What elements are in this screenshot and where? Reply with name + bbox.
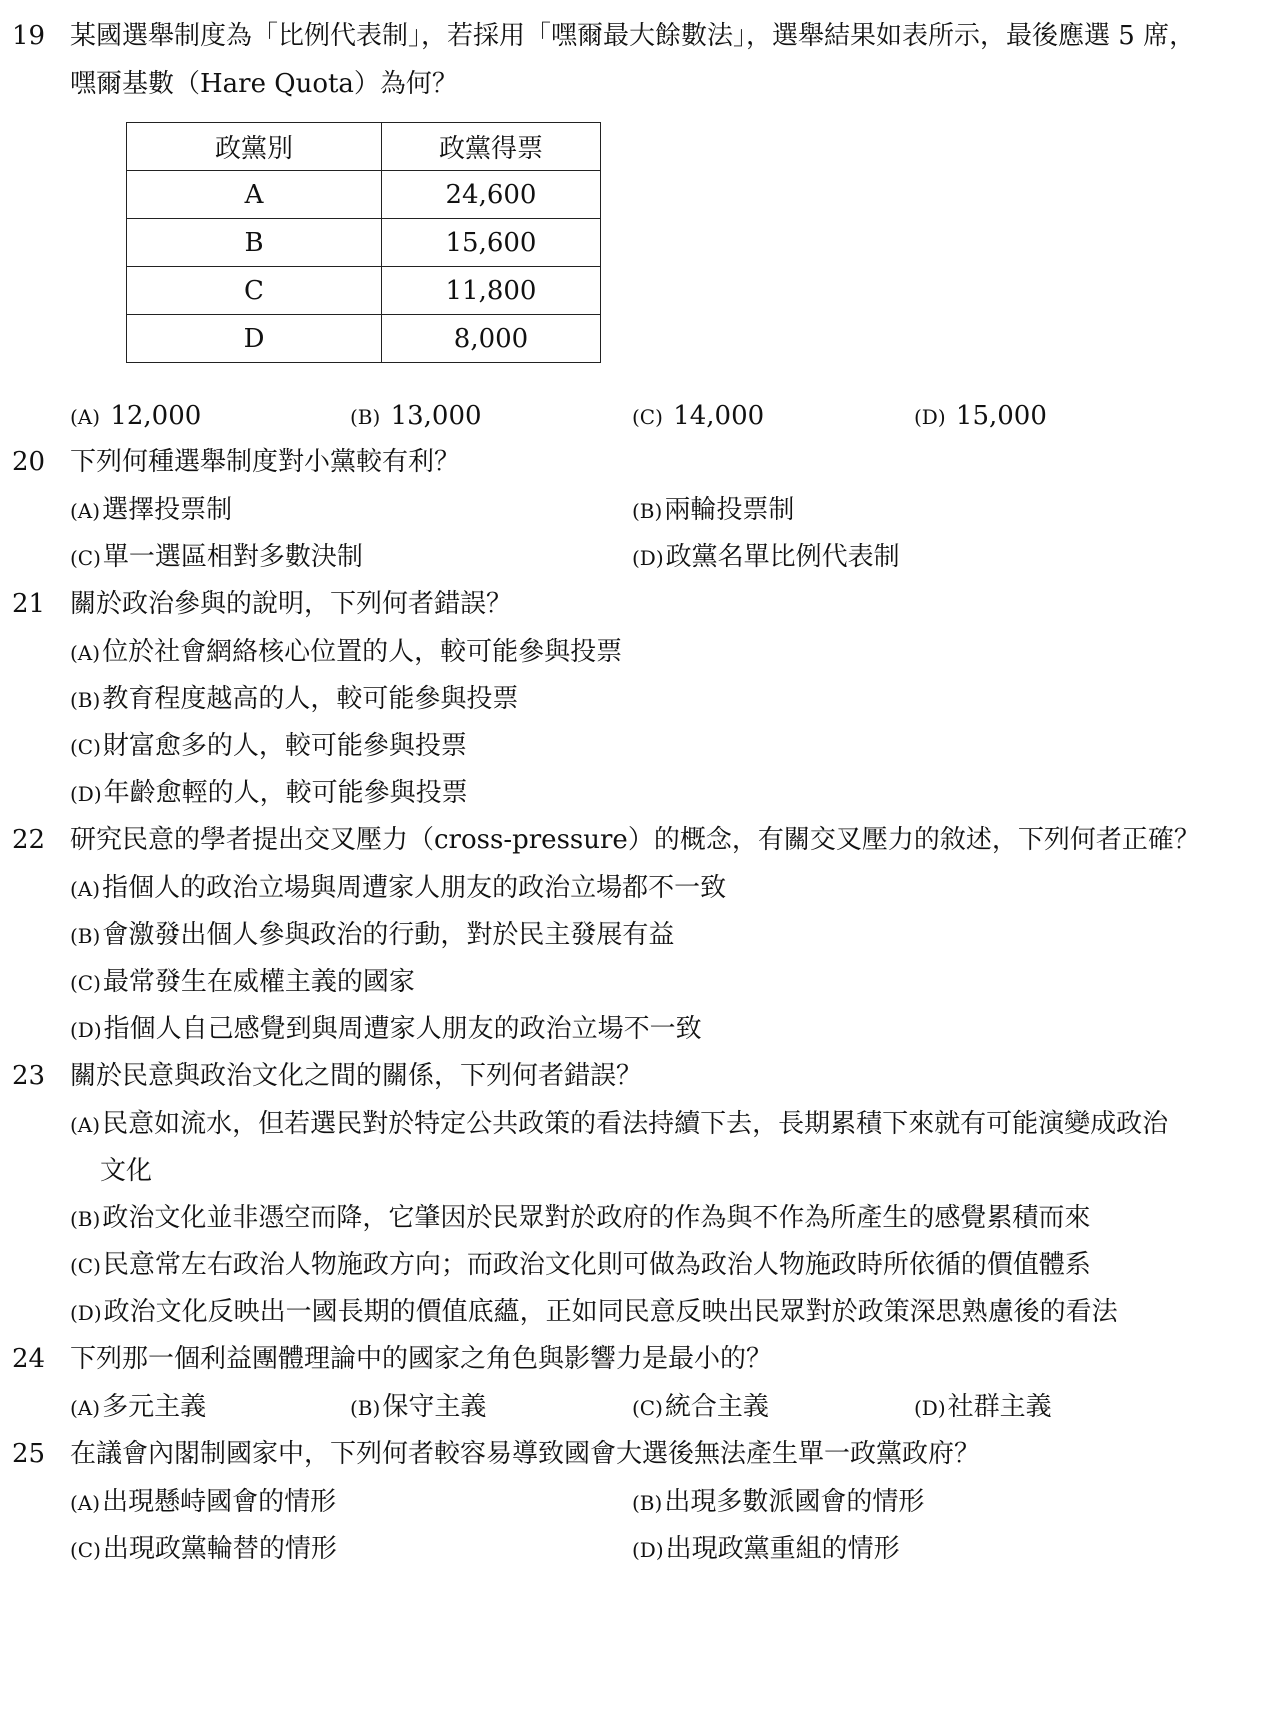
option-b: [632, 492, 794, 529]
option-text: 多元主義: [102, 1392, 207, 1422]
table-cell-party: D: [127, 315, 382, 363]
option-d: [632, 1531, 900, 1568]
table-cell-party: B: [127, 219, 382, 267]
option-mark: (A): [70, 1113, 101, 1137]
question-20: [12, 444, 460, 480]
option-mark: (C): [70, 546, 101, 570]
option-text: 指個人的政治立場與周遭家人朋友的政治立場都不一致: [102, 873, 727, 903]
question-19: [12, 18, 1195, 54]
option-mark: (B): [632, 499, 663, 523]
option-mark: (D): [914, 405, 946, 429]
option-text: 出現懸峙國會的情形: [102, 1487, 337, 1517]
option-a: [70, 1389, 206, 1426]
option-text: 指個人自己感覺到與周遭家人朋友的政治立場不一致: [103, 1014, 702, 1044]
option-mark: (B): [70, 924, 101, 948]
option-d: [632, 539, 900, 576]
column-header-party: 政黨別: [127, 123, 382, 171]
table-cell-votes: 8,000: [382, 315, 601, 363]
option-mark: (B): [350, 1396, 381, 1420]
option-a: [70, 634, 622, 671]
option-text: 14,000: [673, 401, 765, 431]
table-row: [127, 267, 601, 315]
option-mark: (A): [70, 499, 101, 523]
option-text: 民意如流水，但若選民對於特定公共政策的看法持續下去，長期累積下來就有可能演變成政治: [102, 1109, 1169, 1139]
option-text: 選擇投票制: [102, 495, 233, 525]
table-row: [127, 219, 601, 267]
option-mark: (A): [70, 1396, 101, 1420]
option-mark: (C): [70, 1254, 101, 1278]
option-text: 政治文化反映出一國長期的價值底蘊，正如同民意反映出民眾對於政策深思熟慮後的看法: [103, 1297, 1118, 1327]
option-text: 12,000: [110, 401, 202, 431]
option-b: [70, 917, 674, 954]
option-text: 單一選區相對多數決制: [102, 542, 363, 572]
option-a: [70, 1106, 1168, 1143]
option-text: 兩輪投票制: [664, 495, 795, 525]
option-mark: (D): [70, 782, 102, 806]
option-mark: (D): [70, 1301, 102, 1325]
table-header-row: [127, 123, 601, 171]
option-text: 出現政黨重組的情形: [665, 1534, 900, 1564]
question-number: 23: [12, 1061, 46, 1091]
option-mark: (B): [350, 405, 381, 429]
option-b: [70, 1200, 1090, 1237]
question-stem: 研究民意的學者提出交叉壓力（cross-pressure）的概念，有關交叉壓力的敘述，下列何者正確？: [70, 825, 1200, 855]
option-text: 15,000: [955, 401, 1047, 431]
option-c: [70, 728, 467, 765]
option-text: 民意常左右政治人物施政方向；而政治文化則可做為政治人物施政時所依循的價值體系: [102, 1250, 1091, 1280]
question-24: [12, 1341, 772, 1377]
option-a: [70, 1484, 336, 1521]
option-b: [632, 1484, 924, 1521]
option-text: 保守主義: [382, 1392, 487, 1422]
option-text: 出現多數派國會的情形: [664, 1487, 925, 1517]
option-c: [70, 964, 415, 1001]
option-text: 13,000: [390, 401, 482, 431]
question-stem: 關於民意與政治文化之間的關係，下列何者錯誤？: [70, 1061, 643, 1091]
table-cell-votes: 24,600: [382, 171, 601, 219]
party-votes-table: [126, 122, 601, 363]
option-mark: (C): [632, 405, 663, 429]
option-a: [70, 398, 201, 435]
option-b: [350, 1389, 486, 1426]
table-cell-party: A: [127, 171, 382, 219]
option-c: [70, 539, 363, 576]
option-text: 財富愈多的人，較可能參與投票: [102, 731, 467, 761]
table-cell-votes: 15,600: [382, 219, 601, 267]
option-d: [70, 775, 468, 812]
option-d: [70, 1294, 1118, 1331]
option-text: 政治文化並非憑空而降，它肇因於民眾對於政府的作為與不作為所產生的感覺累積而來: [102, 1203, 1091, 1233]
option-a-continued: 文化: [100, 1156, 153, 1186]
option-mark: (D): [914, 1396, 946, 1420]
option-mark: (C): [70, 735, 101, 759]
option-mark: (A): [70, 1491, 101, 1515]
option-c: [70, 1531, 337, 1568]
question-number: 22: [12, 825, 46, 855]
table-row: [127, 315, 601, 363]
option-a: [70, 870, 726, 907]
question-23: [12, 1058, 642, 1094]
option-mark: (C): [632, 1396, 663, 1420]
option-mark: (A): [70, 877, 101, 901]
question-number: 24: [12, 1344, 46, 1374]
question-21: [12, 586, 512, 622]
option-b: [70, 681, 518, 718]
question-number: 19: [12, 21, 46, 51]
option-a: [70, 492, 232, 529]
option-text: 位於社會網絡核心位置的人，較可能參與投票: [102, 637, 623, 667]
table-row: [127, 171, 601, 219]
question-number: 21: [12, 589, 46, 619]
question-stem: 在議會內閣制國家中，下列何者較容易導致國會大選後無法產生單一政黨政府？: [70, 1439, 981, 1469]
option-text: 年齡愈輕的人，較可能參與投票: [103, 778, 468, 808]
option-c: [632, 1389, 769, 1426]
option-mark: (B): [632, 1491, 663, 1515]
question-stem: 下列那一個利益團體理論中的國家之角色與影響力是最小的？: [70, 1344, 773, 1374]
option-text: 統合主義: [664, 1392, 769, 1422]
option-c: [632, 398, 764, 435]
question-stem: 某國選舉制度為「比例代表制」，若採用「嘿爾最大餘數法」，選舉結果如表所示，最後應選 5 席，: [70, 21, 1196, 51]
option-mark: (D): [632, 546, 664, 570]
option-text: 出現政黨輪替的情形: [102, 1534, 337, 1564]
option-text: 教育程度越高的人，較可能參與投票: [102, 684, 519, 714]
option-c: [70, 1247, 1091, 1284]
question-22: [12, 822, 1200, 858]
option-mark: (C): [70, 1538, 101, 1562]
option-text: 最常發生在威權主義的國家: [102, 967, 415, 997]
column-header-votes: 政黨得票: [382, 123, 601, 171]
option-mark: (D): [632, 1538, 664, 1562]
question-stem-continued: 嘿爾基數（Hare Quota）為何？: [70, 69, 458, 99]
question-25: [12, 1436, 980, 1472]
option-mark: (D): [70, 1018, 102, 1042]
table-cell-party: C: [127, 267, 382, 315]
question-stem: 下列何種選舉制度對小黨較有利？: [70, 447, 461, 477]
question-stem: 關於政治參與的說明，下列何者錯誤？: [70, 589, 513, 619]
option-mark: (A): [70, 405, 101, 429]
option-d: [70, 1011, 702, 1048]
option-mark: (B): [70, 1207, 101, 1231]
question-number: 20: [12, 447, 46, 477]
question-number: 25: [12, 1439, 46, 1469]
option-text: 政黨名單比例代表制: [665, 542, 900, 572]
option-text: 社群主義: [947, 1392, 1052, 1422]
option-mark: (B): [70, 688, 101, 712]
option-d: [914, 398, 1047, 435]
option-b: [350, 398, 482, 435]
option-mark: (A): [70, 641, 101, 665]
option-d: [914, 1389, 1052, 1426]
table-cell-votes: 11,800: [382, 267, 601, 315]
option-mark: (C): [70, 971, 101, 995]
option-text: 會激發出個人參與政治的行動，對於民主發展有益: [102, 920, 675, 950]
